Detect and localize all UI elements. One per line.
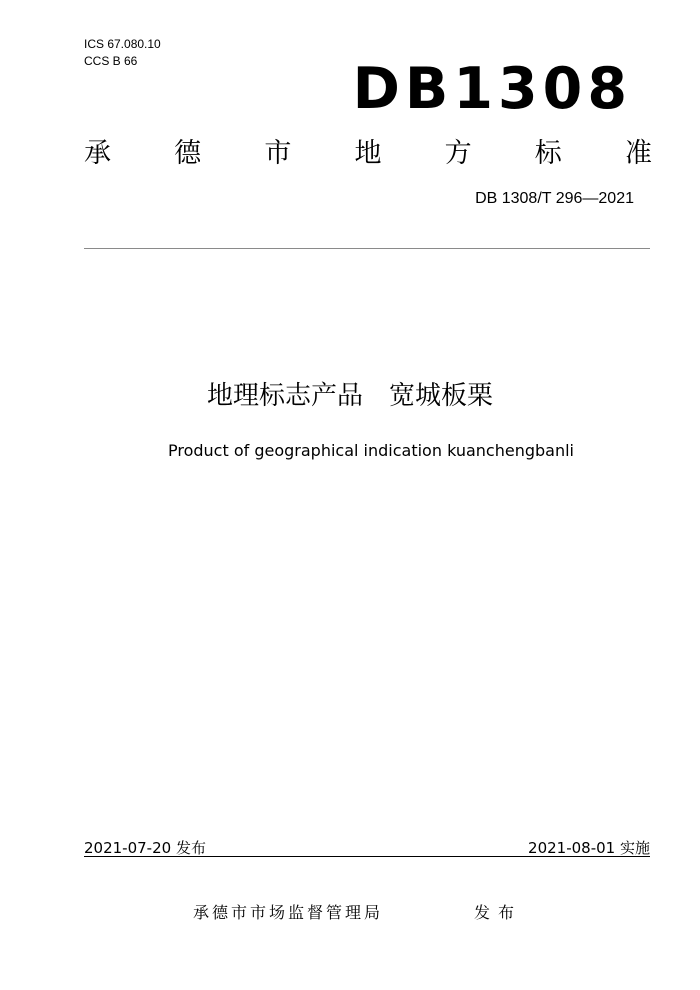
standard-type-char: 地: [354, 138, 382, 169]
issuing-authority: 承德市市场监督管理局: [193, 903, 384, 922]
db-code-heading: DB1308: [352, 56, 632, 122]
standard-type-char: 市: [264, 138, 292, 169]
standard-type-char: 德: [174, 138, 202, 169]
document-title-chinese: 地理标志产品 宽城板栗: [206, 381, 493, 411]
standard-type-heading: [84, 136, 652, 172]
ics-code: ICS 67.080.10: [84, 37, 161, 51]
ccs-code: CCS B 66: [84, 54, 138, 68]
top-divider: [84, 248, 650, 249]
implementation-date: 2021-08-01 实施: [528, 839, 650, 857]
standard-type-char: 标: [534, 138, 562, 169]
document-title-english: Product of geographical indication kuanchengbanli: [168, 441, 574, 460]
standard-type-char: 方: [444, 138, 472, 169]
bottom-divider: [84, 856, 650, 857]
standard-number: DB 1308/T 296—2021: [475, 190, 634, 207]
issue-date: 2021-07-20 发布: [84, 839, 206, 857]
issue-label: 发布: [474, 903, 523, 922]
standard-type-char: 承: [84, 138, 111, 169]
standard-type-char: 准: [624, 138, 652, 169]
